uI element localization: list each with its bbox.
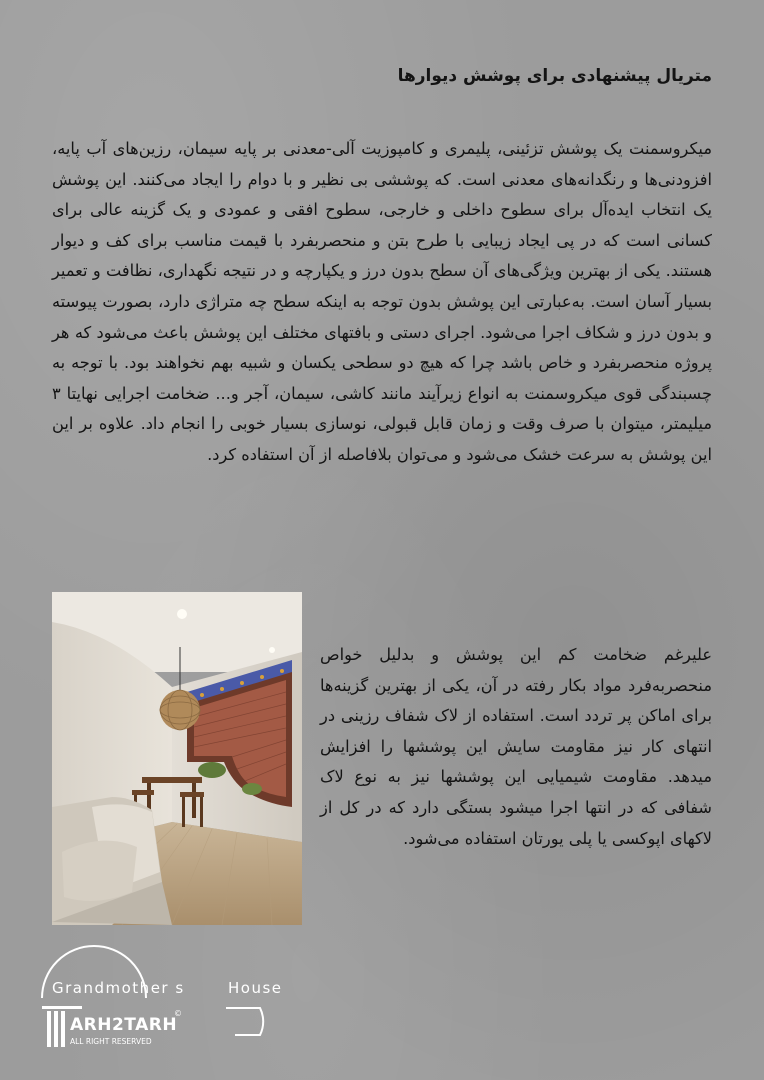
plant bbox=[242, 783, 262, 795]
cushion bbox=[62, 841, 137, 901]
page-title: متریال پیشنهادی برای پوشش دیوارها bbox=[397, 66, 712, 86]
chair bbox=[132, 790, 154, 795]
interior-photo bbox=[52, 592, 302, 925]
logo-project-name: Grandmother s bbox=[52, 979, 185, 997]
logo-project-name-house: House bbox=[228, 979, 283, 997]
copyright-icon: © bbox=[174, 1009, 182, 1018]
logo-rights-text: ALL RIGHT RESERVED bbox=[70, 1037, 152, 1046]
ceiling-light-icon bbox=[269, 647, 275, 653]
logo-brand-name: ARH2TARH bbox=[70, 1015, 178, 1035]
ceiling-light-icon bbox=[177, 609, 187, 619]
body-paragraph-side: علیرغم ضخامت کم این پوشش و بدلیل خواص منحصربه‌فرد مواد بکار رفته در آن، یکی از بهترین گزینه‌ها برای اماکن پر تردد است. استفاده از لاک شفاف رزینی در انتهای کار نیز مقاومت سایش این پوششها را افزایش میدهد. مقاومت شیمیایی این پوششها نیز به نوع لاک شفافی که در انتها اجرا میشود بستگی دارد که در کل از لاکهای اپوکسی یا پلی یورتان استفاده می‌شود. bbox=[320, 645, 712, 848]
plant bbox=[198, 762, 226, 778]
brand-logo bbox=[30, 940, 310, 1055]
body-paragraph-main: میکروسمنت یک پوشش تزئینی، پلیمری و کامپوزیت آلی-معدنی بر پایه سیمان، رزین‌های آب پایه، افزودنی‌ها و رنگدانه‌های معدنی است. که پوششی بی نظیر و با دوام را ایجاد می‌کنند. این پوشش یک انتخاب ایده‌آل برای سطوح داخلی و خارجی، سطوح افقی و عمودی و یک گزینه عالی برای کسانی است که در پی ایجاد زیبایی با طرح بتن و منحصربفرد با قیمت مناسب برای کف و دیوار هستند. یکی از بهترین ویژگی‌های آن سطح بدون درز و یکپارچه و در نتیجه نگهداری، نظافت و تعمیر بسیار آسان است. به‌عبارتی این پوشش بدون توجه به اینکه سطح چه متراژی دارد، بصورت پیوسته و بدون درز و شکاف اجرا می‌شود. اجرای دستی و بافتهای مختلف این پوشش باعث می‌شود که هر پروژه منحصربفرد و خاص باشد چرا که هیچ دو سطحی یکسان و شبیه بهم نخواهند بود. با توجه به چسبندگی قوی میکروسمنت به انواع زیرآیند مانند کاشی، سیمان، آجر و... ضخامت اجرایی نهایتا ۳ میلیمتر، میتوان با صرف وقت و زمان قابل قبولی، نوسازی بسیار خوبی را انجام داد. علاوه بر این این پوشش به سرعت خشک می‌شود و می‌توان بلافاصله از آن استفاده کرد. bbox=[52, 139, 712, 464]
interior-photo-icon bbox=[52, 592, 302, 925]
chair bbox=[180, 792, 204, 797]
dining-table bbox=[142, 777, 202, 783]
